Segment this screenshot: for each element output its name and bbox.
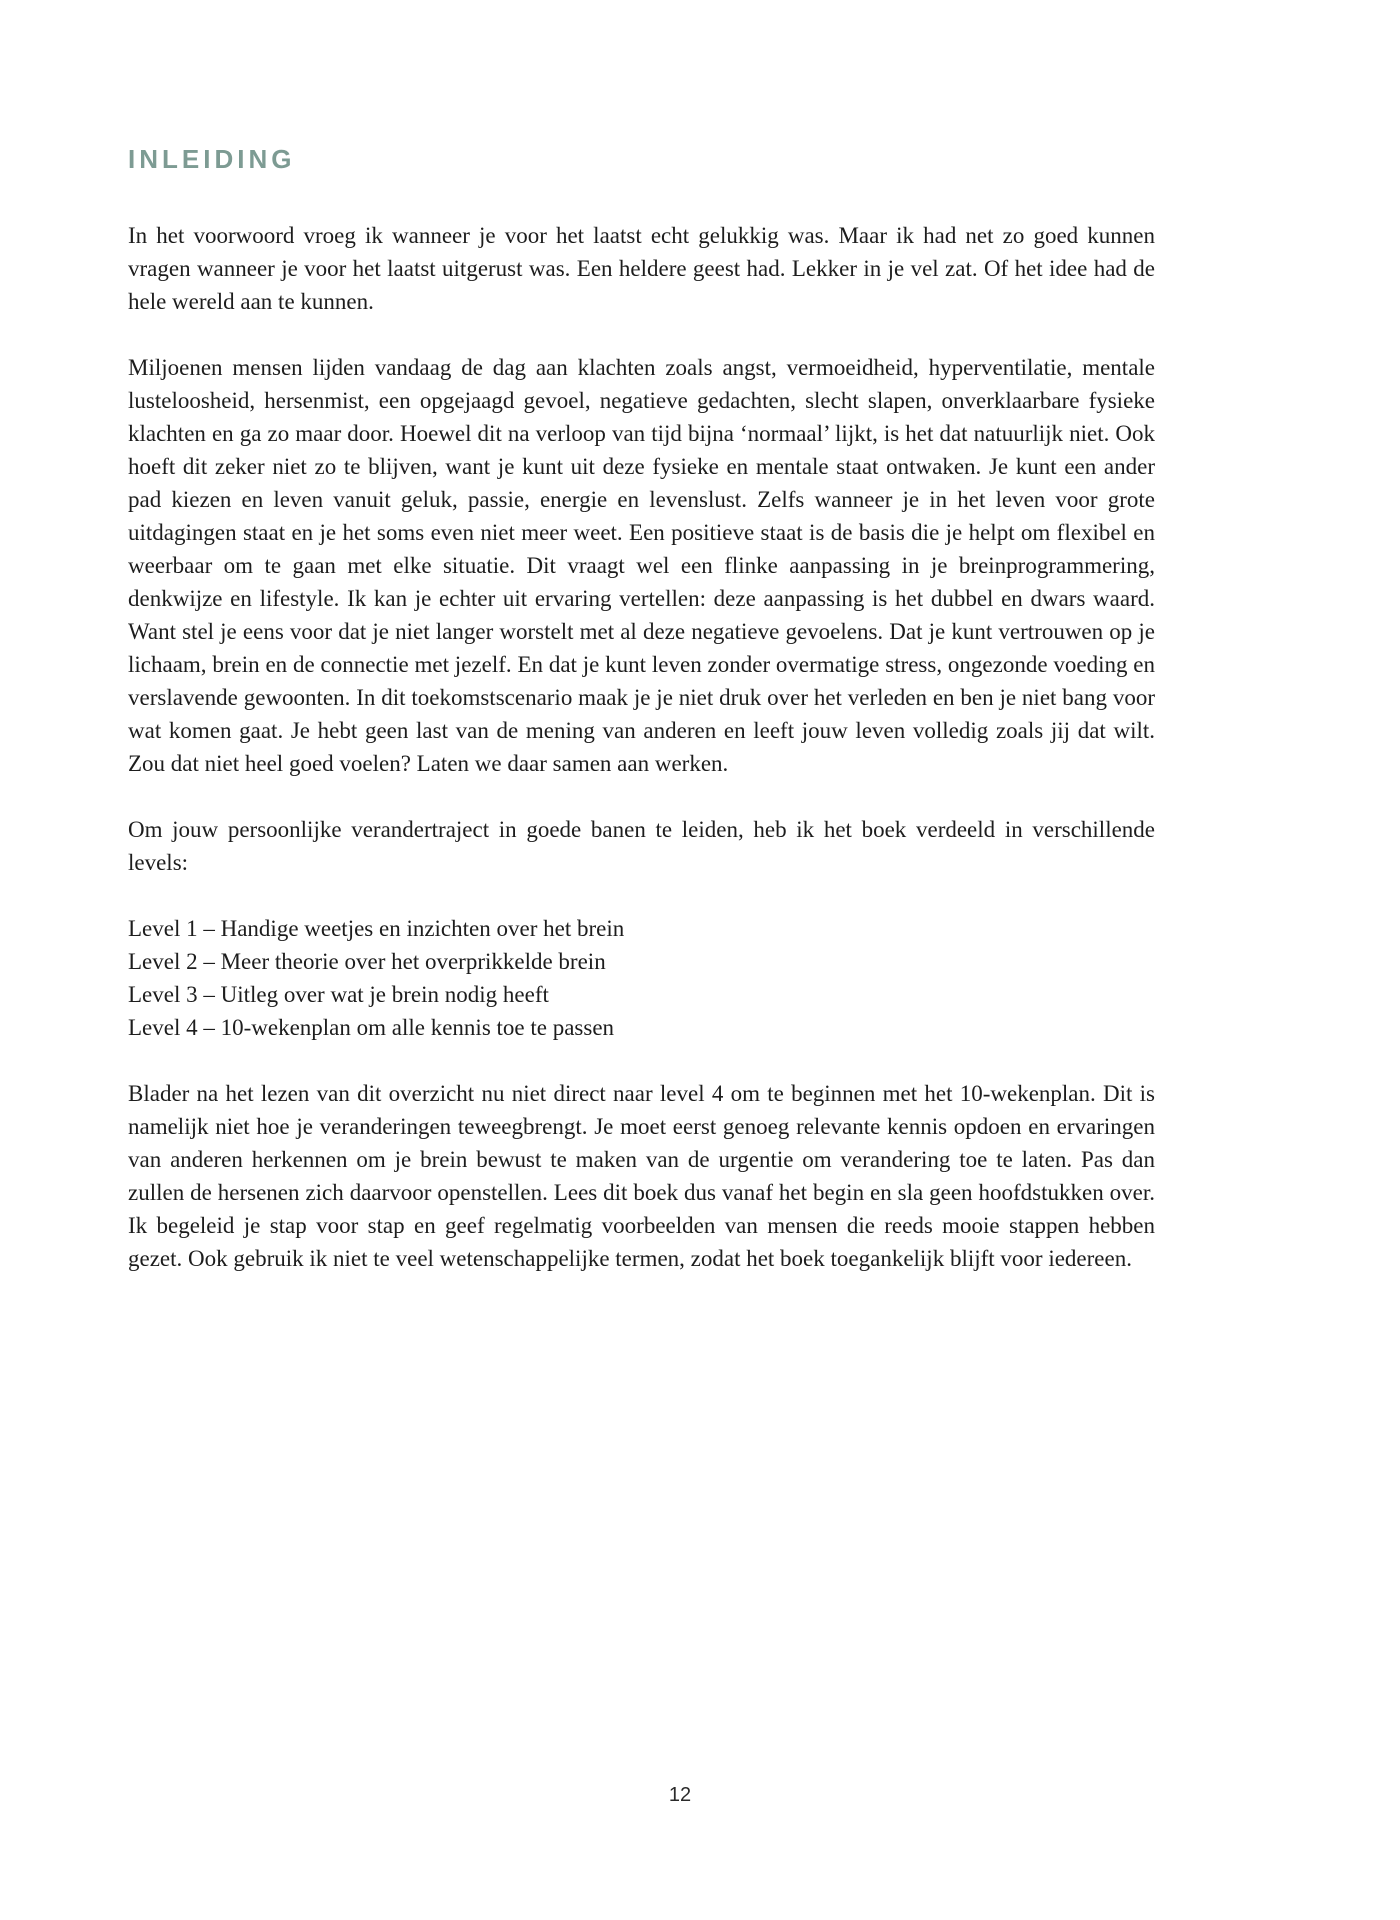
- level-item-1: Level 1 – Handige weetjes en inzichten over het brein: [128, 916, 625, 941]
- level-item-2: Level 2 – Meer theorie over het overprikkelde brein: [128, 949, 606, 974]
- page-number: 12: [668, 1784, 692, 1806]
- level-list: [128, 912, 1155, 1044]
- paragraph-intro: In het voorwoord vroeg ik wanneer je voor het laatst echt gelukkig was. Maar ik had net zo goed kunnen vragen wanneer je voor het laatst uitgerust was. Een heldere geest had. Lekker in je vel zat. Of het idee had de hele wereld aan te kunnen.: [128, 223, 1155, 314]
- text-column: [128, 144, 1155, 1275]
- chapter-title: INLEIDING: [128, 144, 296, 174]
- paragraph-levels-intro: Om jouw persoonlijke verandertraject in goede banen te leiden, heb ik het boek verdeeld in verschillende levels:: [128, 817, 1155, 875]
- level-item-3: Level 3 – Uitleg over wat je brein nodig heeft: [128, 982, 549, 1007]
- paragraph-main: Miljoenen mensen lijden vandaag de dag aan klachten zoals angst, vermoeidheid, hyperventilatie, mentale lusteloosheid, hersenmist, een opgejaagd gevoel, negatieve gedachten, slecht slapen, onverklaarbare fysieke klachten en ga zo maar door. Hoewel dit na verloop van tijd bijna ‘normaal’ lijkt, is het dat natuurlijk niet. Ook hoeft dit zeker niet zo te blijven, want je kunt uit deze fysieke en mentale staat ontwaken. Je kunt een ander pad kiezen en leven vanuit geluk, passie, energie en levenslust. Zelfs wanneer je in het leven voor grote uitdagingen staat en je het soms even niet meer weet. Een positieve staat is de basis die je helpt om flexibel en weerbaar om te gaan met elke situatie. Dit vraagt wel een flinke aanpassing in je breinprogrammering, denkwijze en lifestyle. Ik kan je echter uit ervaring vertellen: deze aanpassing is het dubbel en dwars waard. Want stel je eens voor dat je niet langer worstelt met al deze negatieve gevoelens. Dat je kunt vertrouwen op je lichaam, brein en de connectie met jezelf. En dat je kunt leven zonder overmatige stress, ongezonde voeding en verslavende gewoonten. In dit toekomstscenario maak je je niet druk over het verleden en ben je niet bang voor wat komen gaat. Je hebt geen last van de mening van anderen en leeft jouw leven volledig zoals jij dat wilt. Zou dat niet heel goed voelen? Laten we daar samen aan werken.: [128, 355, 1155, 776]
- level-item-4: Level 4 – 10-wekenplan om alle kennis toe te passen: [128, 1015, 615, 1040]
- paragraph-closing: Blader na het lezen van dit overzicht nu niet direct naar level 4 om te beginnen met het 10-wekenplan. Dit is namelijk niet hoe je veranderingen teweegbrengt. Je moet eerst genoeg relevante kennis opdoen en ervaringen van anderen herkennen om je brein bewust te maken van de urgentie om verandering toe te laten. Pas dan zullen de hersenen zich daarvoor openstellen. Lees dit boek dus vanaf het begin en sla geen hoofdstukken over. Ik begeleid je stap voor stap en geef regelmatig voorbeelden van mensen die reeds mooie stappen hebben gezet. Ook gebruik ik niet te veel wetenschappelijke termen, zodat het boek toegankelijk blijft voor iedereen.: [128, 1081, 1155, 1271]
